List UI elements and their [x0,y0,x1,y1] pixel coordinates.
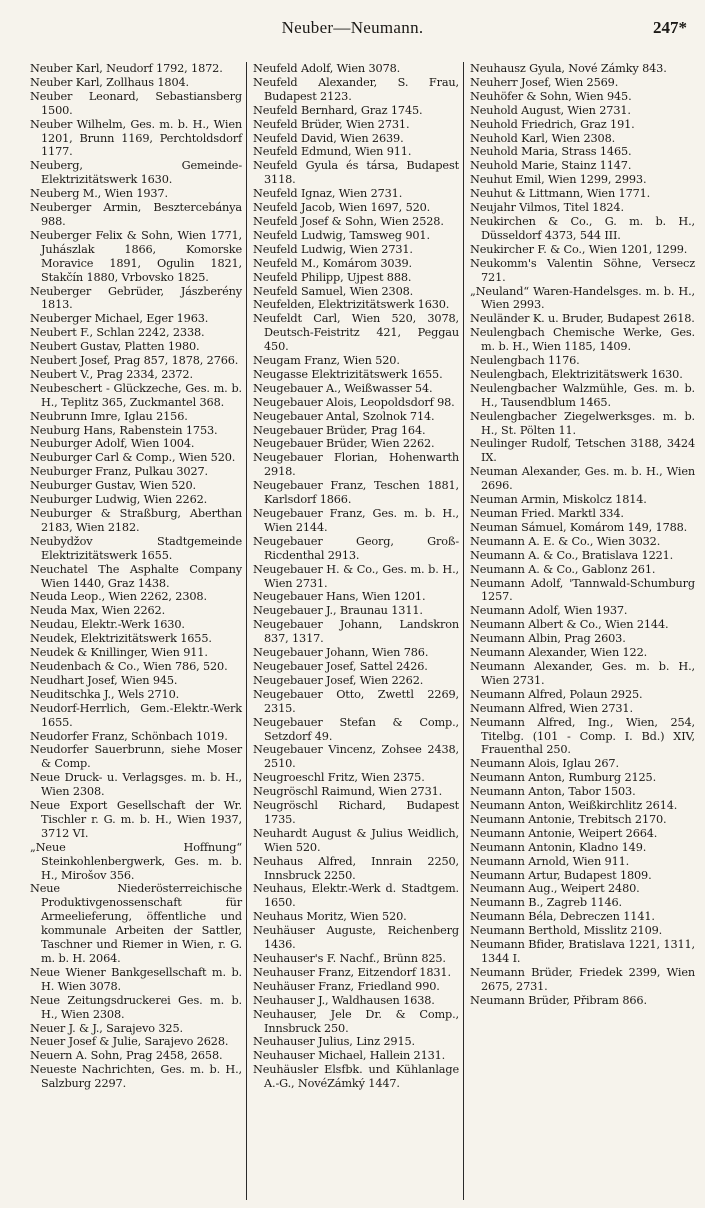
directory-entry: Neuburg Hans, Rabenstein 1753. [30,423,218,437]
directory-entry: Neubert Gustav, Platten 1980. [30,340,200,354]
directory-entry: Neulengbacher Ziegelwerksges. m. b. H., St. Pölten 11. [470,409,695,437]
directory-entry: Neumann Adolf, Wien 1937. [470,604,628,618]
directory-entry: Neugroeschl Fritz, Wien 2375. [253,771,425,785]
directory-entry: Neuhauser's F. Nachf., Brünn 825. [253,952,446,965]
directory-entry: Neumann Berthold, Misslitz 2109. [470,924,663,938]
directory-entry: Neufeld Adolf, Wien 3078. [253,62,401,75]
directory-entry: Neugebauer Josef, Sattel 2426. [253,659,428,673]
directory-entry: Neugebauer Vincenz, Zohsee 2438, 2510. [253,743,459,771]
directory-entry: Neubert F., Schlan 2242, 2338. [30,326,205,340]
directory-entry: Neugebauer Stefan & Comp., Setzdorf 49. [253,715,459,743]
running-title: Neuber—Neumann. [281,18,424,37]
directory-entry: Neuda Leop., Wien 2262, 2308. [30,590,207,604]
directory-entry: Neuber Karl, Zollhaus 1804. [30,75,189,89]
directory-entry: Neuman Armin, Miskolcz 1814. [470,493,647,507]
directory-entry: Neufeldt Carl, Wien 520, 3078, Deutsch-Feistritz 421, Peggau 450. [253,312,459,354]
directory-entry: Neugebauer Franz, Ges. m. b. H., Wien 2144. [253,507,459,534]
directory-entry: Neuer J. & J., Sarajevo 325. [30,1021,183,1035]
directory-entry: Neumann Artur, Budapest 1809. [470,868,652,882]
directory-entry: Neugebauer Antal, Szolnok 714. [253,409,435,423]
directory-entry: Neufeld Brüder, Wien 2731. [253,117,410,131]
page-number: 247* [653,18,687,37]
column-1 [30,62,246,1200]
directory-entry: Neulengbach 1176. [470,354,580,368]
directory-entry: „Neue Hoffnung“ Steinkohlenbergwerk, Ges. m. b. H., Mirošov 356. [30,840,242,882]
directory-entry: Neuburger Franz, Pulkau 3027. [30,465,208,479]
directory-entry: Neugröschl Richard, Budapest 1735. [253,799,459,826]
directory-entry: Neudenbach & Co., Wien 786, 520. [30,659,228,673]
directory-entry: Neulengbacher Walzmühle, Ges. m. b. H., Tausendblum 1465. [470,381,695,409]
directory-entry: Neuburger & Straßburg, Aberthan 2183, Wien 2182. [30,507,242,534]
directory-entry: Neumann Béla, Debreczen 1141. [470,910,655,924]
directory-entry: Neuhut & Littmann, Wien 1771. [470,187,651,201]
directory-entry: Neue Zeitungsdruckerei Ges. m. b. H., Wien 2308. [30,993,242,1021]
directory-entry: Neuber Leonard, Sebastiansberg 1500. [30,89,242,117]
directory-entry: Neugebauer Florian, Hohenwarth 2918. [253,451,459,479]
directory-entry: Neuberg, Gemeinde-Elektrizitätswerk 1630. [30,159,242,187]
directory-entry: Neufelden, Elektrizitätswerk 1630. [253,298,450,312]
directory-entry: Neulengbach, Elektrizitätswerk 1630. [470,367,683,381]
directory-entry: Neumann Brüder, Friedek 2399, Wien 2675, 2731. [470,965,695,993]
directory-entry: Neuhausz Gyula, Nové Zámky 843. [470,62,667,75]
directory-entry: Neuhaus Alfred, Innrain 2250, Innsbruck 2250. [253,854,459,882]
directory-entry: Neumann Anton, Weißkirchlitz 2614. [470,799,678,813]
directory-entry: Neugasse Elektrizitätswerk 1655. [253,367,443,381]
directory-entry: Neumann Antonie, Trebitsch 2170. [470,812,667,826]
directory-entry: Neumann A. E. & Co., Wien 3032. [470,534,661,548]
directory-entry: Neufeld Josef & Sohn, Wien 2528. [253,214,444,228]
directory-entry: Neugebauer Brüder, Prag 164. [253,423,426,437]
directory-entry: Neuchatel The Asphalte Company Wien 1440, Graz 1438. [30,562,242,590]
directory-entry: Neue Wiener Bankgesellschaft m. b. H. Wien 3078. [30,965,242,993]
page-header [0,10,705,36]
directory-entry: Neufeld Ludwig, Wien 2731. [253,242,413,256]
directory-columns [30,62,695,1200]
directory-entry: Neuberger Michael, Eger 1963. [30,312,209,326]
directory-entry: Neue Niederösterreichische Produktivgenossenschaft für Armeelieferung, öffentliche und kommunale Arbeiten der Sattler, Taschner und Riemer in Wien, r. G. m. b. H. 2064. [30,882,242,965]
directory-entry: Neuman Alexander, Ges. m. b. H., Wien 2696. [470,465,695,493]
directory-entry: Neuman Fried. Marktl 334. [470,507,624,520]
directory-entry: Neuda Max, Wien 2262. [30,604,166,618]
directory-entry: Neugam Franz, Wien 520. [253,354,400,368]
directory-entry: Neuhauser Franz, Eitzendorf 1831. [253,965,451,979]
directory-entry: Neubrunn Imre, Iglau 2156. [30,409,188,423]
directory-entry: Neuhold Maria, Strass 1465. [470,145,632,159]
directory-entry: Neuherr Josef, Wien 2569. [470,75,619,89]
directory-entry: Neuburger Ludwig, Wien 2262. [30,493,208,507]
directory-entry: Neumann Alexander, Wien 122. [470,646,648,660]
directory-entry: Neubeschert - Glückzeche, Ges. m. b. H., Teplitz 365, Zuckmantel 368. [30,381,242,409]
directory-entry: Neukirchen & Co., G. m. b. H., Düsseldorf 4373, 544 III. [470,214,695,242]
directory-entry: Neugröschl Raimund, Wien 2731. [253,785,443,799]
directory-entry: Neuhauser Michael, Hallein 2131. [253,1049,446,1063]
directory-entry: Neugebauer Johann, Landskron 837, 1317. [253,618,459,646]
directory-entry: Neumann Arnold, Wien 911. [470,854,630,868]
directory-entry: Neuhold August, Wien 2731. [470,103,631,117]
directory-entry: Neumann Anton, Rumburg 2125. [470,771,657,785]
directory-entry: Neuhäusler Elsfbk. und Kühlanlage A.-G., NovéZámký 1447. [253,1063,459,1091]
directory-entry: Neugebauer Otto, Zwettl 2269, 2315. [253,687,459,715]
directory-entry: Neuhauser, Jele Dr. & Comp., Innsbruck 250. [253,1007,459,1035]
directory-entry: Neuburger Gustav, Wien 520. [30,479,196,493]
directory-entry: Neuern A. Sohn, Prag 2458, 2658. [30,1049,223,1063]
directory-entry: Neumann Adolf, 'Tannwald-Schumburg 1257. [470,576,695,604]
directory-entry: Neubert V., Prag 2334, 2372. [30,367,193,381]
directory-entry: Neuberger Gebrüder, Jászberény 1813. [30,284,242,312]
directory-entry: Neufeld Ignaz, Wien 2731. [253,187,403,201]
directory-entry: Neuburger Carl & Comp., Wien 520. [30,451,236,465]
directory-entry: Neumann Alexander, Ges. m. b. H., Wien 2731. [470,659,695,687]
directory-entry: Neumann B., Zagreb 1146. [470,896,622,910]
directory-entry: Neumann Albin, Prag 2603. [470,632,626,646]
directory-entry: Neuman Sámuel, Komárom 149, 1788. [470,520,688,534]
directory-entry: Neuberg M., Wien 1937. [30,187,168,201]
directory-entry: Neuländer K. u. Bruder, Budapest 2618. [470,312,695,326]
directory-entry: Neugebauer Johann, Wien 786. [253,646,429,660]
directory-entry: Neufeld Jacob, Wien 1697, 520. [253,201,431,215]
directory-entry: Neugebauer Alois, Leopoldsdorf 98. [253,395,455,409]
directory-entry: Neujahr Vilmos, Titel 1824. [470,201,624,215]
directory-entry: Neugebauer H. & Co., Ges. m. b. H., Wien 2731. [253,562,459,590]
directory-entry: Neuber Karl, Neudorf 1792, 1872. [30,62,223,75]
directory-entry: Neuhaus Moritz, Wien 520. [253,910,407,924]
directory-entry: Neugebauer Josef, Wien 2262. [253,673,424,687]
directory-entry: Neufeld Bernhard, Graz 1745. [253,103,423,117]
directory-entry: Neudorfer Franz, Schönbach 1019. [30,729,228,743]
directory-entry: Neugebauer A., Weißwasser 54. [253,381,433,395]
directory-entry: Neumann Bfider, Bratislava 1221, 1311, 1344 I. [470,938,695,965]
directory-entry: Neuburger Adolf, Wien 1004. [30,437,195,451]
directory-entry: Neufeld Samuel, Wien 2308. [253,284,414,298]
directory-entry: Neugebauer Brüder, Wien 2262. [253,437,435,451]
directory-entry: Neuhold Friedrich, Graz 191. [470,117,635,131]
directory-entry: Neuhauser Julius, Linz 2915. [253,1035,415,1049]
directory-entry: Neudorf-Herrlich, Gem.-Elektr.-Werk 1655. [30,701,242,729]
directory-entry: Neumann Aug., Weipert 2480. [470,882,640,896]
directory-entry: Neumann Alois, Iglau 267. [470,757,619,771]
column-3 [463,62,695,1200]
directory-entry: Neumann Brüder, Přibram 866. [470,993,647,1007]
directory-entry: Neuhäuser Auguste, Reichenberg 1436. [253,924,459,952]
directory-entry: Neuhardt August & Julius Weidlich, Wien 520. [253,826,459,854]
directory-entry: „Neuland“ Waren-Handelsges. m. b. H., Wien 2993. [470,284,695,312]
directory-entry: Neudek, Elektrizitätswerk 1655. [30,632,212,646]
directory-entry: Neugebauer Franz, Teschen 1881, Karlsdorf 1866. [253,479,459,507]
directory-entry: Neumann Alfred, Wien 2731. [470,701,633,715]
directory-entry: Neufeld M., Komárom 3039. [253,256,412,270]
directory-entry: Neufeld Edmund, Wien 911. [253,145,412,159]
directory-entry: Neufeld Alexander, S. Frau, Budapest 2123. [253,75,459,103]
directory-entry: Neudau, Elektr.-Werk 1630. [30,618,185,632]
directory-entry: Neuer Josef & Julie, Sarajevo 2628. [30,1035,229,1049]
directory-entry: Neubert Josef, Prag 857, 1878, 2766. [30,354,239,368]
directory-entry: Neubydžov Stadtgemeinde Elektrizitätswerk 1655. [30,534,242,562]
directory-entry: Neumann Albert & Co., Wien 2144. [470,618,669,632]
directory-entry: Neukomm's Valentin Söhne, Versecz 721. [470,256,695,284]
directory-entry: Neumann A. & Co., Bratislava 1221. [470,548,674,562]
directory-entry: Neuhöfer & Sohn, Wien 945. [470,89,632,103]
directory-entry: Neuhold Marie, Stainz 1147. [470,159,632,173]
directory-entry: Neuhut Emil, Wien 1299, 2993. [470,173,647,187]
directory-entry: Neuhold Karl, Wien 2308. [470,131,616,145]
directory-entry: Neue Export Gesellschaft der Wr. Tischler r. G. m. b. H., Wien 1937, 3712 VI. [30,799,242,840]
directory-entry: Neufeld David, Wien 2639. [253,131,404,145]
directory-entry: Neueste Nachrichten, Ges. m. b. H., Salzburg 2297. [30,1063,242,1091]
directory-entry: Neumann Antonin, Kladno 149. [470,840,647,854]
directory-entry: Neudek & Knillinger, Wien 911. [30,646,208,660]
directory-entry: Neumann A. & Co., Gablonz 261. [470,562,656,576]
directory-entry: Neugebauer Georg, Groß-Ricdenthal 2913. [253,534,459,562]
directory-entry: Neudorfer Sauerbrunn, siehe Moser & Comp. [30,743,242,771]
directory-entry: Neumann Alfred, Polaun 2925. [470,687,643,701]
directory-entry: Neulinger Rudolf, Tetschen 3188, 3424 IX. [470,437,695,465]
directory-entry: Neufeld Ludwig, Tamsweg 901. [253,228,430,242]
directory-entry: Neuberger Felix & Sohn, Wien 1771, Juhászlak 1866, Komorske Moravice 1891, Ogulin 1821, Stakčín 1880, Vrbovsko 1825. [30,228,242,284]
directory-entry: Neue Druck- u. Verlagsges. m. b. H., Wien 2308. [30,771,242,799]
directory-entry: Neulengbach Chemische Werke, Ges. m. b. H., Wien 1185, 1409. [470,326,695,354]
directory-entry: Neuditschka J., Wels 2710. [30,687,180,701]
directory-entry: Neufeld Gyula és társa, Budapest 3118. [253,159,459,187]
directory-entry: Neuhaus, Elektr.-Werk d. Stadtgem. 1650. [253,882,459,910]
directory-entry: Neuberger Armin, Besztercebánya 988. [30,201,242,228]
directory-entry: Neukircher F. & Co., Wien 1201, 1299. [470,242,688,256]
directory-entry: Neuhäuser Franz, Friedland 990. [253,979,440,993]
directory-entry: Neugebauer Hans, Wien 1201. [253,590,426,604]
directory-entry: Neudhart Josef, Wien 945. [30,673,178,687]
directory-entry: Neuhauser J., Waldhausen 1638. [253,993,435,1007]
directory-entry: Neumann Anton, Tabor 1503. [470,785,636,799]
directory-entry: Neumann Antonie, Weipert 2664. [470,826,658,840]
directory-entry: Neumann Alfred, Ing., Wien, 254, Titelbg. (101 - Comp. I. Bd.) XIV, Frauenthal 250. [470,715,695,757]
column-2 [246,62,463,1200]
directory-entry: Neuber Wilhelm, Ges. m. b. H., Wien 1201, Brunn 1169, Perchtoldsdorf 1177. [30,117,242,159]
directory-entry: Neufeld Philipp, Ujpest 888. [253,270,412,284]
directory-entry: Neugebauer J., Braunau 1311. [253,604,423,618]
